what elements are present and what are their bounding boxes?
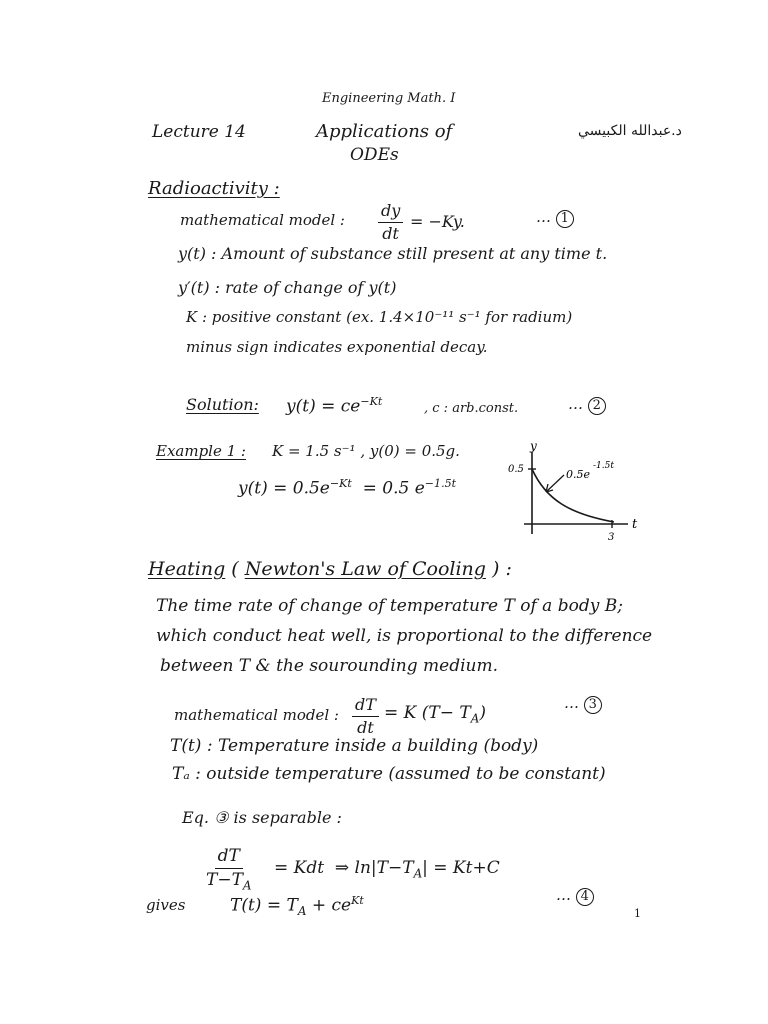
separated-fraction: $\frac{dT}{T-T_A}$ [206,846,252,893]
dT-dt-fraction: $\frac{dT}{dt}$ [352,697,379,736]
radioactivity-model-rhs: = −Ky. [410,212,465,231]
eq1-circle: 1 [556,210,574,228]
y-tick-label: 0.5 [508,464,524,475]
newton-law-title: Newton's Law of Cooling [244,558,486,580]
heating-heading: Heating ( Newton's Law of Cooling ) : [148,558,512,580]
radioactivity-heading: Radioactivity : [148,178,280,199]
eq3-number: … 3 [564,696,602,714]
lecture-number: Lecture 14 [152,122,246,142]
def-T: T(t) : Temperature inside a building (body) [170,736,539,756]
author-signature: د.عبدالله الكبيسي [578,123,682,139]
t-tick-label: 3 [608,532,615,543]
decay-graph [500,438,650,548]
law-line-1: The time rate of change of temperature T of a body B; [156,596,623,616]
heating-model-label: mathematical model : [174,706,339,724]
law-line-2: which conduct heat well, is proportional to the difference [156,626,653,646]
def-y: y(t) : Amount of substance still present at any time t. [178,244,608,263]
example-given: K = 1.5 s⁻¹ , y(0) = 0.5g. [272,442,460,460]
gives-label: gives [146,896,186,914]
t-axis-label: t [632,517,638,532]
eq4-number: … 4 [556,888,594,906]
lecture-title-line2: ODEs [350,145,399,165]
law-line-3: between T & the sourounding medium. [160,656,499,676]
def-k: K : positive constant (ex. 1.4×10⁻¹¹ s⁻¹ for radium) [186,308,573,326]
lecture-title-line1: Applications of [316,121,453,142]
def-yprime: y′(t) : rate of change of y(t) [178,278,397,297]
radioactivity-model-label: mathematical model : [180,211,345,229]
curve-label-exponent: -1.5t [593,461,614,471]
eq1-number: … 1 [536,210,574,228]
solution-label: Solution: [186,395,259,414]
example-formula: $y(t) = 0.5e^{-Kt} = 0.5$ $e^{-1.5t}$ [238,477,457,499]
solution-note: , c : arb.const. [424,401,519,416]
eq3-circle: 3 [584,696,602,714]
curve-pointer-arrow [546,475,564,492]
example-label: Example 1 : [156,442,246,460]
heating-model-rhs: = K $(T- T_A)$ [384,703,486,726]
page-number: 1 [634,907,641,920]
def-minus: minus sign indicates exponential decay. [186,338,488,356]
eq2-circle: 2 [588,397,606,415]
separated-rhs: = Kdt ⇒ $\ln|T-T_A| = Kt+C$ [274,858,500,881]
def-TA: Tₐ : outside temperature (assumed to be constant) [172,764,606,784]
heating-solution: $T(t) = T_A + ce^{Kt}$ [230,894,364,919]
course-title: Engineering Math. I [322,91,456,106]
solution-formula: $y(t) = ce^{-Kt}$ [286,395,383,417]
dy-dt-fraction: $\frac{dy}{dt}$ [378,203,403,242]
eq2-number: … 2 [568,397,606,415]
curve-label: 0.5e [566,468,591,481]
separable-text: Eq. ③ is separable : [182,808,342,827]
eq4-circle: 4 [576,888,594,906]
y-axis-label: y [530,439,537,453]
